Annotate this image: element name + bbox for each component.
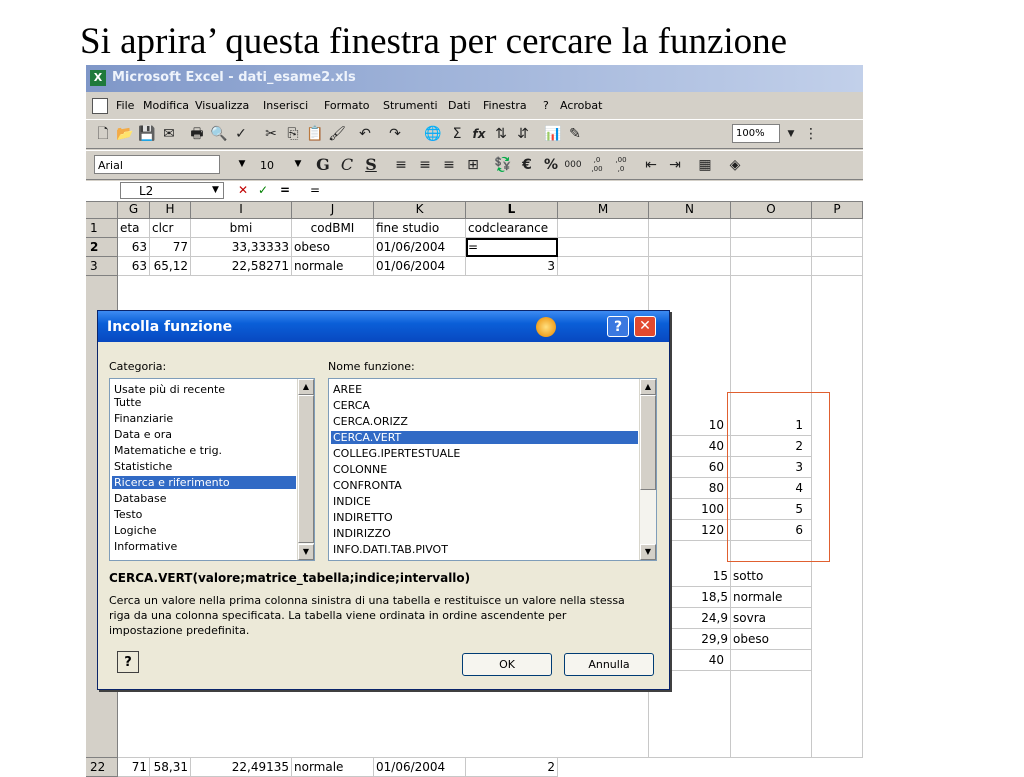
hyperlink-icon[interactable]: 🌐 (424, 126, 442, 142)
cell[interactable]: 58,31 (150, 758, 191, 777)
row-header[interactable]: 2 (86, 238, 118, 257)
list-item[interactable]: Database (114, 492, 167, 505)
highlight-box (727, 392, 830, 562)
cell[interactable]: 63 (118, 257, 150, 276)
menu-acrobat[interactable]: Acrobat (560, 99, 603, 112)
cell[interactable]: 63 (118, 238, 150, 257)
window-titlebar[interactable] (86, 65, 863, 92)
font-name-select[interactable]: Arial (94, 155, 220, 174)
function-listbox[interactable] (328, 378, 657, 561)
menu-strumenti[interactable]: Strumenti (383, 99, 438, 112)
list-item[interactable]: COLLEG.IPERTESTUALE (333, 447, 461, 460)
list-item[interactable]: Usate più di recente (114, 383, 226, 396)
format-painter-icon[interactable]: 🖌 (328, 126, 346, 142)
cell[interactable]: sovra (731, 608, 812, 629)
decrease-decimal-button[interactable]: ,00 ,0 (615, 156, 627, 173)
insert-function-icon[interactable]: fx (472, 127, 486, 141)
col-header-l[interactable]: L (466, 202, 558, 219)
col-header-g[interactable]: G (118, 202, 150, 219)
cell[interactable]: 24,9 (649, 608, 731, 629)
cell[interactable]: 01/06/2004 (374, 238, 466, 257)
cell[interactable]: 71 (118, 758, 150, 777)
cut-icon[interactable]: ✂ (265, 126, 277, 142)
thousands-button[interactable]: 000 (564, 160, 582, 170)
italic-button[interactable]: C (340, 155, 354, 174)
scroll-down-icon[interactable]: ▼ (640, 544, 656, 560)
cell[interactable]: obeso (292, 238, 374, 257)
align-center-icon[interactable]: ≡ (419, 157, 431, 173)
sort-descending-icon[interactable]: ⇵ (517, 126, 529, 142)
cell[interactable]: fine studio (374, 219, 466, 238)
cell[interactable]: 40 (649, 650, 731, 671)
row-header[interactable]: 1 (86, 219, 118, 238)
active-cell-l2[interactable]: = (466, 238, 558, 257)
list-item[interactable]: Testo (114, 508, 143, 521)
list-item[interactable]: CONFRONTA (333, 479, 402, 492)
scroll-down-icon[interactable]: ▼ (298, 544, 314, 560)
category-scrollbar[interactable] (297, 379, 314, 560)
list-item[interactable]: CERCA (333, 399, 370, 412)
document-icon[interactable] (92, 98, 108, 114)
menu-formato[interactable]: Formato (324, 99, 370, 112)
align-left-icon[interactable]: ≡ (395, 157, 407, 173)
save-icon[interactable]: 💾 (138, 126, 156, 142)
list-item[interactable]: COLONNE (333, 463, 388, 476)
name-box-dropdown-icon[interactable]: ▼ (212, 185, 219, 195)
col-header-j[interactable]: J (292, 202, 374, 219)
excel-app-icon[interactable]: X (90, 70, 106, 86)
scroll-thumb[interactable] (640, 395, 656, 490)
close-button[interactable]: ✕ (634, 316, 656, 337)
paste-icon[interactable]: 📋 (306, 126, 324, 142)
cell[interactable]: codBMI (292, 219, 374, 238)
align-right-icon[interactable]: ≡ (443, 157, 455, 173)
cell[interactable] (812, 219, 863, 238)
cell[interactable] (812, 238, 863, 257)
menu-inserisci[interactable]: Inserisci (263, 99, 309, 112)
scroll-up-icon[interactable]: ▲ (640, 379, 656, 395)
cell[interactable]: 100 (649, 499, 731, 520)
cell[interactable]: 77 (150, 238, 191, 257)
drawing-icon[interactable]: ✎ (569, 126, 581, 142)
list-item[interactable]: Finanziarie (114, 412, 174, 425)
list-item[interactable]: Tutte (114, 396, 142, 409)
function-name-label: Nome funzione: (328, 360, 415, 373)
standard-toolbar (86, 119, 863, 149)
cell[interactable]: 4 (731, 478, 812, 499)
scroll-up-icon[interactable]: ▲ (298, 379, 314, 395)
cell[interactable]: normale (292, 257, 374, 276)
office-assistant-icon[interactable] (536, 317, 556, 337)
cell[interactable] (731, 238, 812, 257)
print-icon[interactable]: 🖶 (190, 126, 204, 142)
col-header-n[interactable]: N (649, 202, 731, 219)
borders-icon[interactable]: ▦ (698, 157, 712, 173)
list-item[interactable]: INDICE (333, 495, 371, 508)
col-header-o[interactable]: O (731, 202, 812, 219)
increase-decimal-button[interactable]: ,0 ,00 (591, 156, 603, 173)
formula-equals-icon[interactable]: = (280, 183, 291, 197)
cell[interactable]: 65,12 (150, 257, 191, 276)
cancel-button[interactable]: Annulla (564, 653, 654, 676)
slide-title: Si aprira’ questa finestra per cercare la funzione (80, 21, 788, 62)
list-item[interactable]: Matematiche e trig. (114, 444, 223, 457)
copy-icon[interactable]: ⎘ (287, 126, 299, 142)
cell[interactable]: 40 (649, 436, 731, 457)
enter-icon[interactable]: ✓ (258, 183, 269, 197)
menu-dati[interactable]: Dati (448, 99, 471, 112)
cell[interactable] (731, 257, 812, 276)
list-item[interactable]: CERCA.ORIZZ (333, 415, 408, 428)
col-header-m[interactable]: M (558, 202, 649, 219)
col-header-h[interactable]: H (150, 202, 191, 219)
list-item-selected[interactable]: Ricerca e riferimento (112, 476, 296, 489)
bold-button[interactable]: G (316, 155, 330, 174)
list-item[interactable]: AREE (333, 383, 363, 396)
currency-icon[interactable]: 💱 (494, 157, 512, 173)
category-label: Categoria: (109, 360, 167, 373)
cell[interactable]: 22,58271 (191, 257, 292, 276)
col-header-k[interactable]: K (374, 202, 466, 219)
window-title: Microsoft Excel - dati_esame2.xls (112, 70, 356, 85)
sort-ascending-icon[interactable]: ⇅ (495, 126, 507, 142)
cell[interactable]: 80 (649, 478, 731, 499)
paste-function-dialog (97, 310, 670, 690)
email-icon[interactable]: ✉ (163, 126, 175, 142)
list-item[interactable]: Statistiche (114, 460, 173, 473)
cell[interactable]: 3 (466, 257, 558, 276)
menu-bar (86, 95, 863, 117)
menu-help[interactable]: ? (543, 99, 549, 112)
dialog-titlebar[interactable] (98, 311, 669, 342)
spellcheck-icon[interactable]: ✓ (235, 126, 247, 142)
cell[interactable] (731, 650, 812, 671)
cell[interactable] (649, 219, 731, 238)
cell[interactable] (558, 238, 649, 257)
cell[interactable]: 2 (731, 436, 812, 457)
open-folder-icon[interactable]: 📂 (116, 126, 134, 142)
list-item[interactable]: INDIRIZZO (333, 527, 391, 540)
cell[interactable] (649, 238, 731, 257)
menu-file[interactable]: File (116, 99, 135, 112)
formula-bar (86, 181, 863, 202)
cell[interactable]: sotto (731, 566, 812, 587)
cell[interactable]: bmi (191, 219, 292, 238)
formula-input[interactable]: = (310, 183, 321, 197)
cell[interactable]: codclearance (466, 219, 558, 238)
percent-button[interactable]: % (543, 157, 559, 173)
cell[interactable] (558, 219, 649, 238)
cell[interactable] (812, 257, 863, 276)
list-item[interactable]: Informative (114, 540, 178, 553)
cell[interactable]: 01/06/2004 (374, 758, 466, 777)
col-header-p[interactable]: P (812, 202, 863, 219)
chart-wizard-icon[interactable]: 📊 (544, 126, 562, 142)
font-dropdown-icon[interactable]: ▼ (238, 159, 246, 169)
cell[interactable]: 10 (649, 415, 731, 436)
increase-indent-icon[interactable]: ⇥ (669, 157, 681, 173)
zoom-select[interactable]: 100% (732, 124, 780, 143)
autosum-icon[interactable]: Σ (452, 126, 462, 142)
menu-modifica[interactable]: Modifica (143, 99, 189, 112)
select-all-corner[interactable] (86, 202, 118, 219)
cell[interactable]: 18,5 (649, 587, 731, 608)
cell[interactable]: clcr (150, 219, 191, 238)
print-preview-icon[interactable]: 🔍 (210, 126, 228, 142)
font-size-select[interactable]: 10 (260, 159, 274, 172)
cell[interactable]: normale (731, 587, 812, 608)
cell[interactable]: 2 (466, 758, 558, 777)
function-scrollbar[interactable] (639, 379, 656, 560)
cancel-icon[interactable]: ✕ (238, 183, 249, 197)
cell[interactable]: 120 (649, 520, 731, 541)
cell[interactable]: eta (118, 219, 150, 238)
merge-center-icon[interactable]: ⊞ (467, 157, 479, 173)
cell[interactable]: normale (292, 758, 374, 777)
cell[interactable]: 01/06/2004 (374, 257, 466, 276)
euro-button[interactable]: € (522, 157, 532, 173)
name-box[interactable]: L2 (120, 182, 224, 199)
zoom-dropdown-icon[interactable]: ▼ (787, 129, 795, 139)
cell[interactable] (731, 219, 812, 238)
ok-button[interactable]: OK (462, 653, 552, 676)
cell[interactable]: 1 (731, 415, 812, 436)
toolbar-options-icon[interactable]: ⋮ (804, 126, 818, 142)
list-item[interactable]: INDIRETTO (333, 511, 393, 524)
cell[interactable]: 60 (649, 457, 731, 478)
cell[interactable]: 6 (731, 520, 812, 541)
function-description: Cerca un valore nella prima colonna sinistra di una tabella e restituisce un valore nella stessa riga da una colonna specificata. La tabella viene ordinata in ordine ascendente per impostazione predefinita. (109, 594, 625, 637)
cell[interactable]: 33,33333 (191, 238, 292, 257)
row-header[interactable]: 3 (86, 257, 118, 276)
help-question-icon[interactable]: ? (117, 651, 139, 673)
function-syntax: CERCA.VERT(valore;matrice_tabella;indice;intervallo) (109, 571, 471, 585)
cell[interactable] (558, 257, 649, 276)
undo-icon[interactable]: ↶ (359, 126, 371, 142)
col-header-i[interactable]: I (191, 202, 292, 219)
list-item-selected[interactable]: CERCA.VERT (331, 431, 638, 444)
category-listbox[interactable] (109, 378, 315, 561)
cell[interactable]: 15 (649, 566, 731, 587)
new-document-icon[interactable]: 🗋 (97, 126, 109, 142)
cell[interactable]: 3 (731, 457, 812, 478)
cell[interactable] (649, 257, 731, 276)
menu-visualizza[interactable]: Visualizza (195, 99, 250, 112)
scroll-thumb[interactable] (298, 395, 314, 543)
list-item[interactable]: INFO.DATI.TAB.PIVOT (333, 543, 448, 556)
decrease-indent-icon[interactable]: ⇤ (645, 157, 657, 173)
menu-finestra[interactable]: Finestra (483, 99, 527, 112)
cell[interactable]: obeso (731, 629, 812, 650)
dialog-title: Incolla funzione (107, 319, 233, 335)
cell[interactable]: 5 (731, 499, 812, 520)
formatting-toolbar (86, 150, 863, 180)
list-item[interactable]: Logiche (114, 524, 157, 537)
size-dropdown-icon[interactable]: ▼ (294, 159, 302, 169)
list-item[interactable]: Data e ora (114, 428, 173, 441)
row-header[interactable]: 22 (86, 758, 118, 777)
cell[interactable]: 22,49135 (191, 758, 292, 777)
fill-color-icon[interactable]: ◈ (729, 157, 741, 173)
help-button[interactable]: ? (607, 316, 629, 337)
underline-button[interactable]: S (365, 155, 377, 174)
redo-icon[interactable]: ↷ (389, 126, 401, 142)
cell[interactable]: 29,9 (649, 629, 731, 650)
